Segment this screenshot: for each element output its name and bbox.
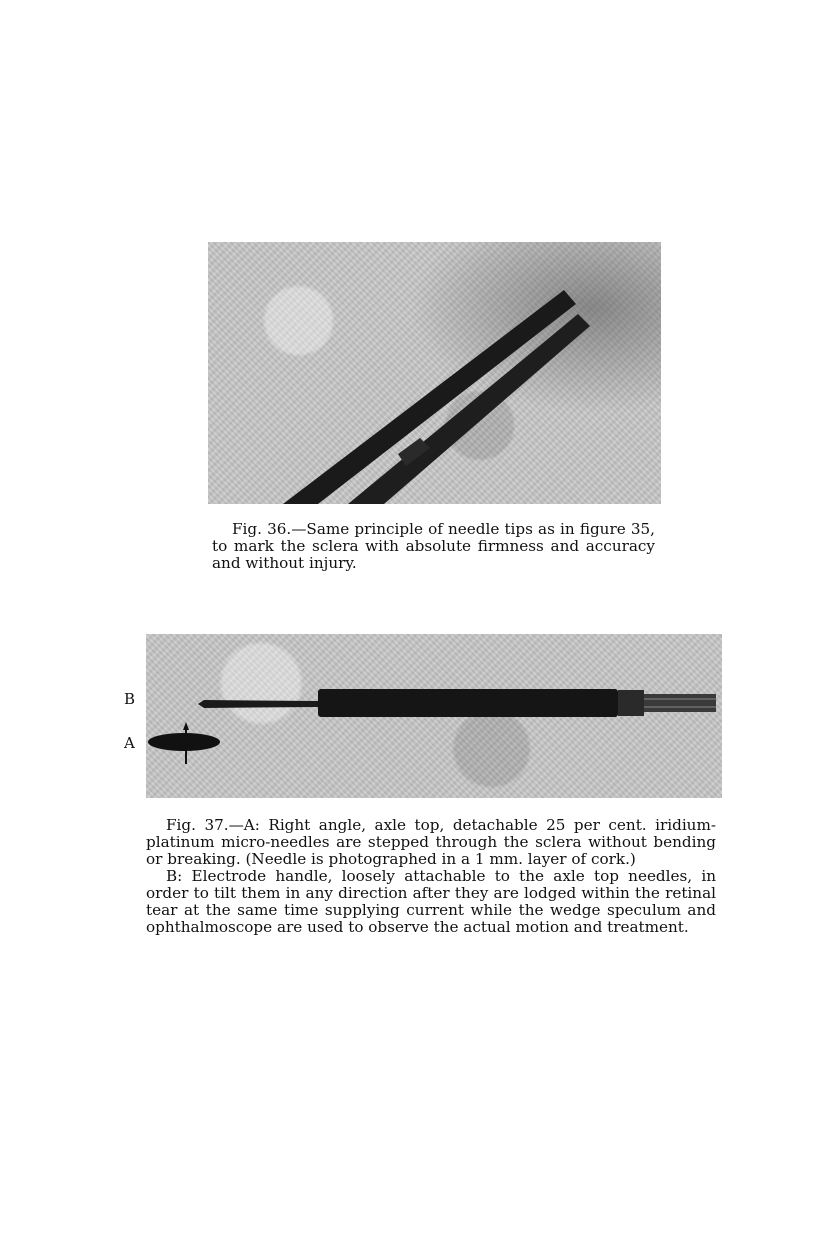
- part-label-a: A: [124, 734, 135, 752]
- figure-37-photo: [146, 634, 722, 798]
- micro-needle-in-cork: [148, 722, 220, 764]
- figure-36-photo: [208, 242, 661, 504]
- part-label-b: B: [124, 690, 136, 708]
- electrode-handle: [198, 689, 716, 717]
- electrode-illustration: [146, 634, 722, 798]
- figure-37-caption-a: Fig. 37.—A: Right angle, axle top, detachable 25 per cent. iridium-platinum micro-needles are stepped through the sclera without bending or breaking. (Needle is photographed in a 1 mm. layer of cork.): [146, 816, 716, 868]
- figure-36-caption: Fig. 36.—Same principle of needle tips as in figure 35, to mark the sclera with absolute firmness and accuracy and without injury.: [212, 520, 655, 572]
- figure-37-caption-b: B: Electrode handle, loosely attachable to the axle top needles, in order to tilt them in any direction after they are lodged within the retinal tear at the same time supplying current while the wedge speculum and ophthalmoscope are used to observe the actual motion and treatment.: [146, 867, 716, 936]
- forceps-illustration: [208, 242, 661, 504]
